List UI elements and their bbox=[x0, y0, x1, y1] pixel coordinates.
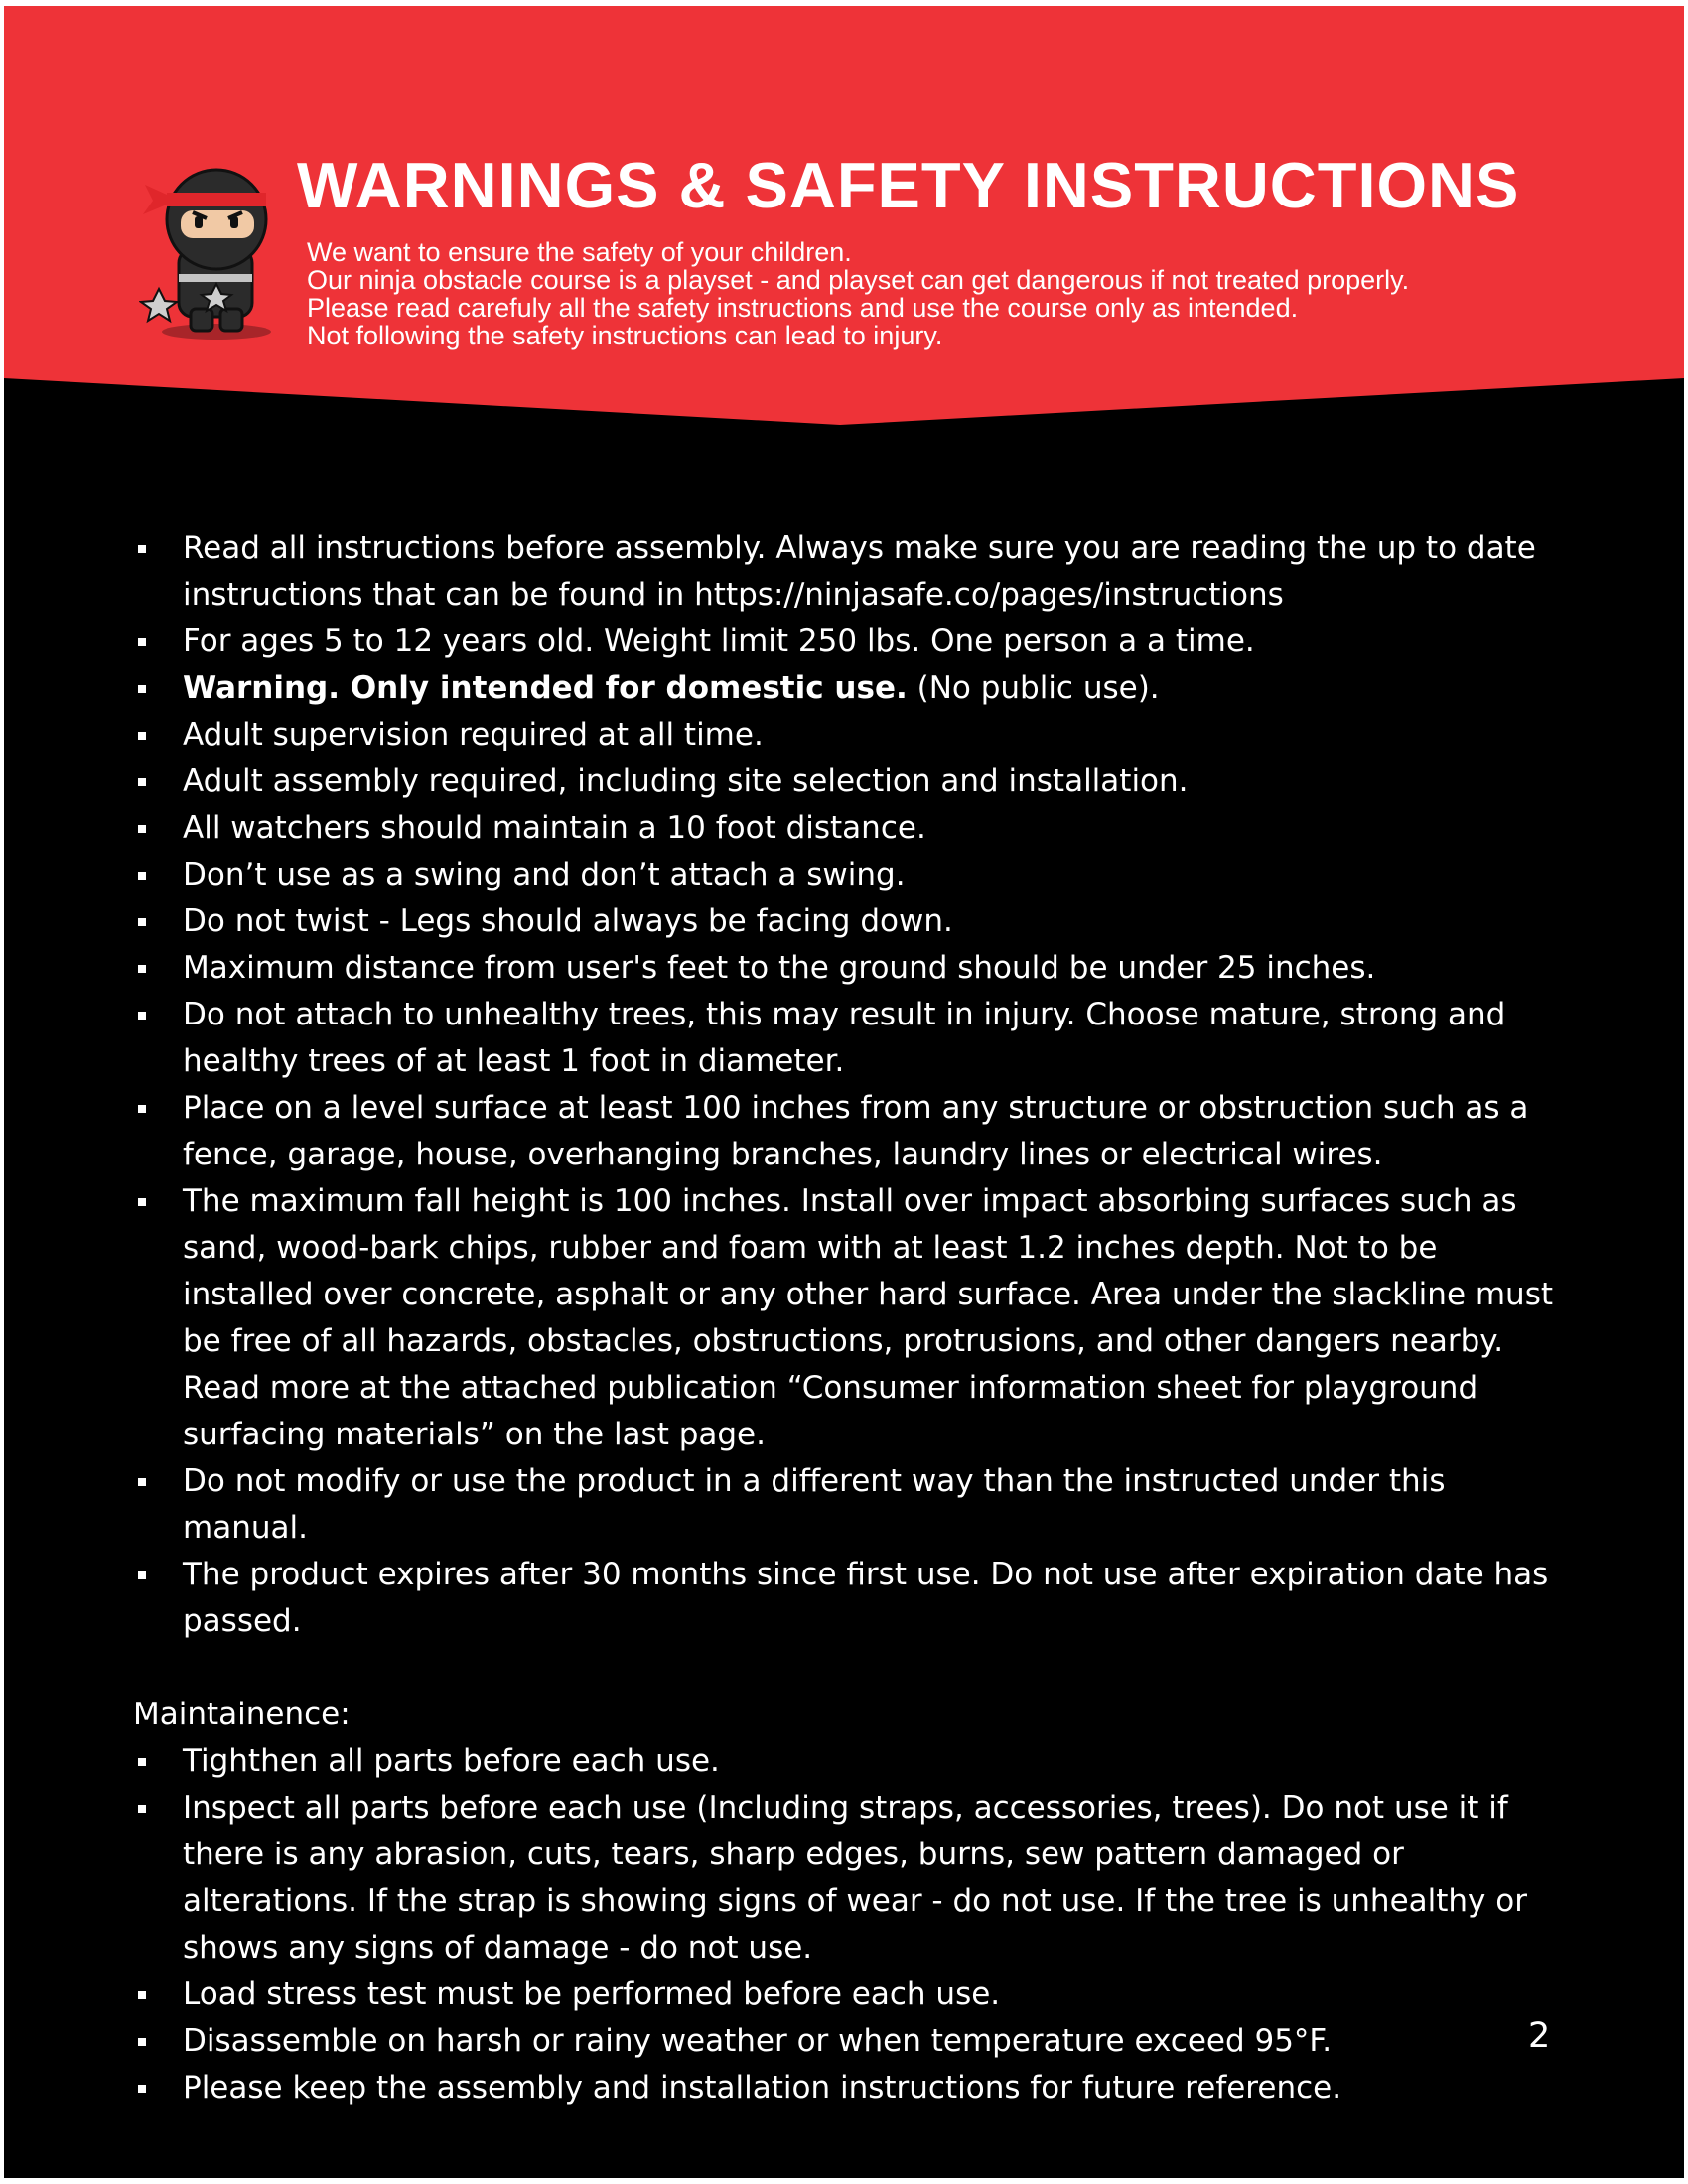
warning-item: Do not modify or use the product in a different way than the instructed under this manual. bbox=[4, 1458, 1684, 1552]
document-page bbox=[4, 6, 1684, 2178]
maintenance-item: Load stress test must be performed before each use. bbox=[4, 1972, 1684, 2018]
warning-item: Do not twist - Legs should always be facing down. bbox=[4, 898, 1684, 945]
warning-item: Maximum distance from user's feet to the ground should be under 25 inches. bbox=[4, 945, 1684, 992]
warning-item: The product expires after 30 months since first use. Do not use after expiration date has passed. bbox=[4, 1552, 1684, 1645]
warnings-list bbox=[4, 525, 1684, 1645]
warning-item: For ages 5 to 12 years old. Weight limit 250 lbs. One person a a time. bbox=[4, 618, 1684, 665]
warning-text: (No public use). bbox=[907, 670, 1160, 706]
page-title: WARNINGS & SAFETY INSTRUCTIONS bbox=[297, 149, 1520, 221]
intro-line: Please read carefuly all the safety instructions and use the course only as intended. bbox=[307, 293, 1299, 323]
warning-item: The maximum fall height is 100 inches. Install over impact absorbing surfaces such as sand, wood-bark chips, rubber and foam with at least 1.2 inches depth. Not to be installed over concrete, asphalt or any other hard surface. Area under the slackline must be free of all hazards, obstacles, obstructions, protrusions, and other dangers nearby. Read more at the attached publication “Consumer information sheet for playground surfacing materials” on the last page. bbox=[4, 1178, 1684, 1458]
warning-item: Adult supervision required at all time. bbox=[4, 712, 1684, 758]
maintenance-item: Inspect all parts before each use (Including straps, accessories, trees). Do not use it if there is any abrasion, cuts, tears, sharp edges, burns, sew pattern damaged or alterations. If the strap is showing signs of wear - do not use. If the tree is unhealthy or shows any signs of damage - do not use. bbox=[4, 1785, 1684, 1972]
ninja-mascot-icon bbox=[139, 155, 288, 343]
maintenance-item: Disassemble on harsh or rainy weather or when temperature exceed 95°F. bbox=[4, 2018, 1684, 2065]
maintenance-list bbox=[4, 1738, 1684, 2112]
instructions-body bbox=[4, 525, 1684, 2112]
warning-item: Do not attach to unhealthy trees, this may result in injury. Choose mature, strong and healthy trees of at least 1 foot in diameter. bbox=[4, 992, 1684, 1085]
warning-item: Don’t use as a swing and don’t attach a swing. bbox=[4, 852, 1684, 898]
intro-line: Our ninja obstacle course is a playset - and playset can get dangerous if not treated properly. bbox=[307, 265, 1410, 295]
intro-text bbox=[307, 238, 1409, 349]
maintenance-item: Tighthen all parts before each use. bbox=[4, 1738, 1684, 1785]
page-number: 2 bbox=[1528, 2016, 1551, 2056]
maintenance-heading: Maintainence: bbox=[133, 1697, 351, 1732]
warning-bold-text: Warning. Only intended for domestic use. bbox=[183, 670, 908, 706]
maintenance-item: Please keep the assembly and installation instructions for future reference. bbox=[4, 2065, 1684, 2112]
intro-line: Not following the safety instructions can lead to injury. bbox=[307, 321, 943, 350]
warning-item: Adult assembly required, including site selection and installation. bbox=[4, 758, 1684, 805]
warning-item bbox=[4, 665, 1684, 712]
intro-line: We want to ensure the safety of your children. bbox=[307, 237, 852, 267]
warning-item: Place on a level surface at least 100 inches from any structure or obstruction such as a fence, garage, house, overhanging branches, laundry lines or electrical wires. bbox=[4, 1085, 1684, 1178]
warning-item: Read all instructions before assembly. Always make sure you are reading the up to date instructions that can be found in https://ninjasafe.co/pages/instructions bbox=[4, 525, 1684, 618]
warning-item: All watchers should maintain a 10 foot distance. bbox=[4, 805, 1684, 852]
